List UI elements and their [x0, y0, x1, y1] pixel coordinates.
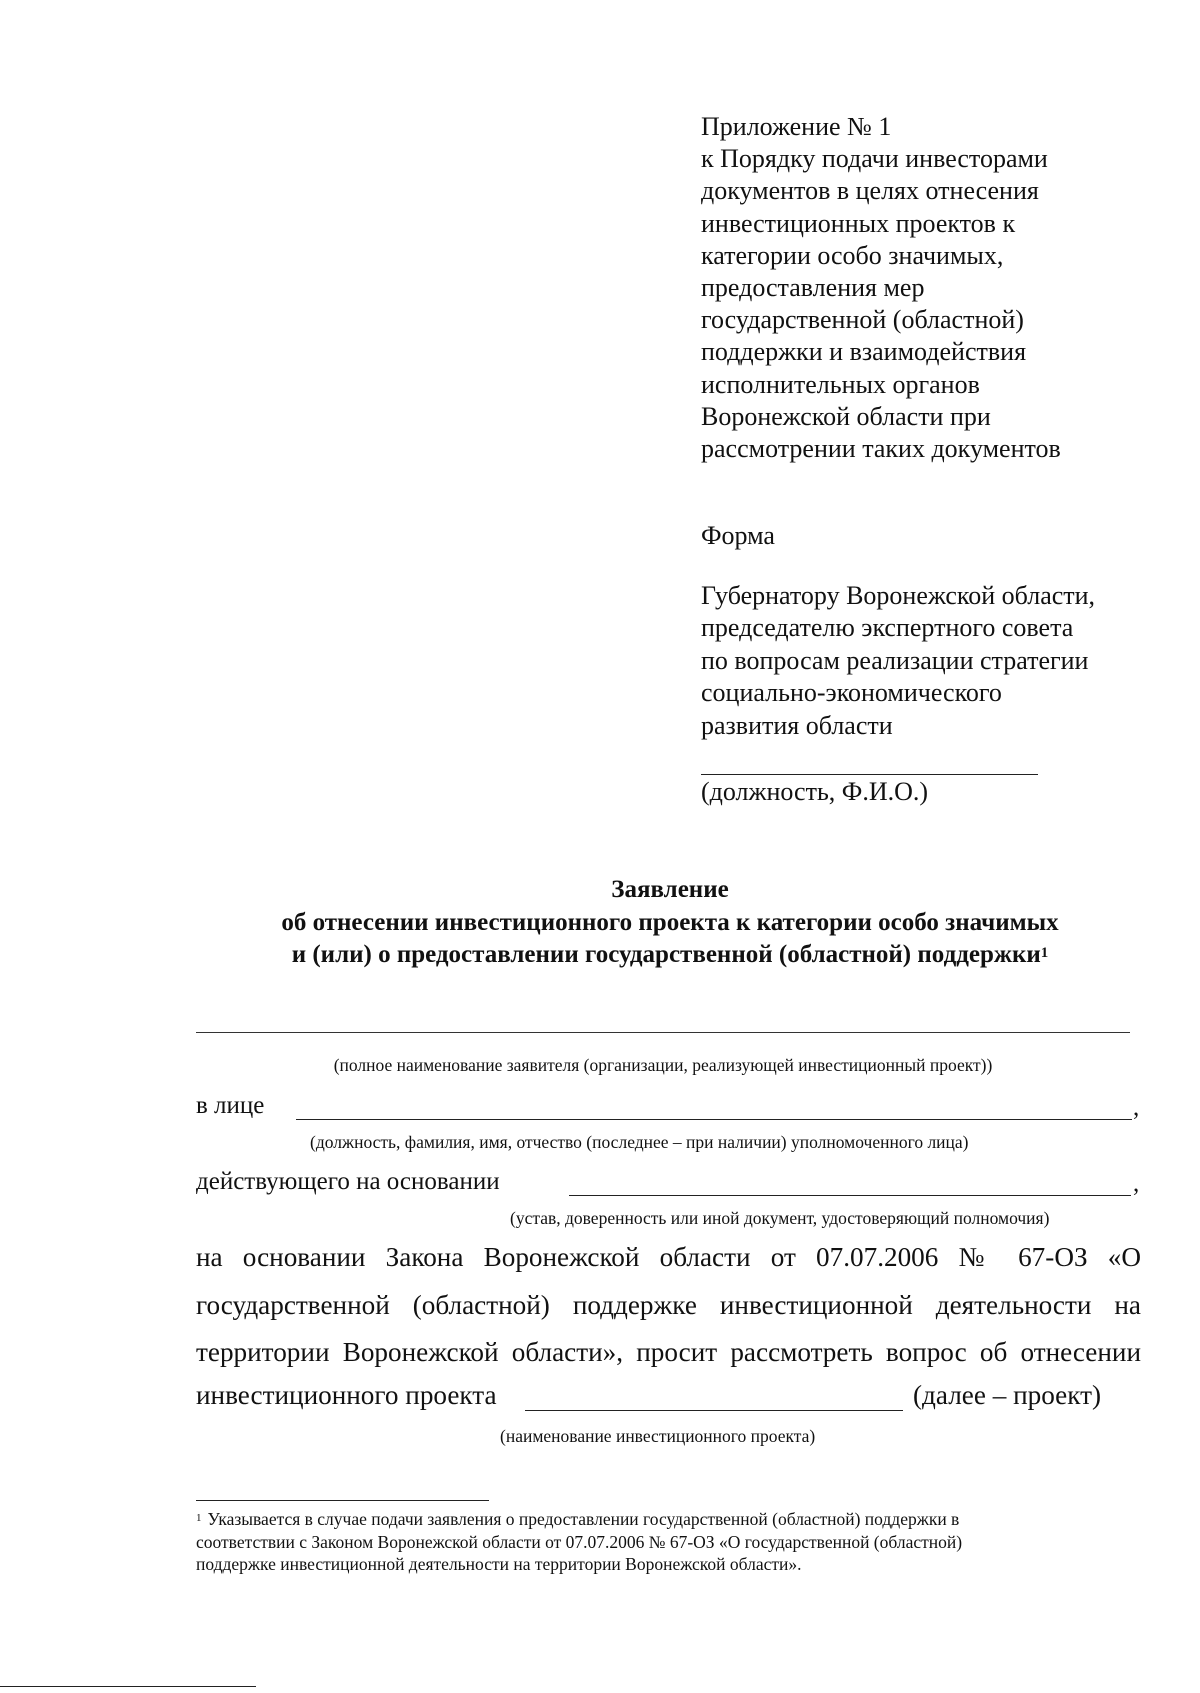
- footnote-line: поддержке инвестиционной деятельности на территории Воронежской области».: [196, 1554, 802, 1574]
- represented-by-caption: (должность, фамилия, имя, отчество (последнее – при наличии) уполномоченного лица): [310, 1132, 969, 1152]
- appendix-line: предоставления мер: [701, 273, 925, 303]
- appendix-line: категории особо значимых,: [701, 240, 1004, 270]
- document-title: [200, 874, 1140, 972]
- footnote-line: [196, 1508, 1126, 1531]
- appendix-reference: [701, 111, 1171, 465]
- addressee-line: социально-экономического: [701, 678, 1002, 708]
- title-heading: Заявление: [611, 876, 729, 903]
- appendix-line: Приложение № 1: [701, 112, 892, 141]
- basis-label: действующего на основании: [196, 1168, 500, 1195]
- organization-caption: (полное наименование заявителя (организации, реализующей инвестиционный проект)): [333, 1055, 993, 1075]
- appendix-line: инвестиционных проектов к: [701, 208, 1016, 238]
- organization-name-field[interactable]: [196, 1032, 1130, 1033]
- body-line: на основании Закона Воронежской области от 07.07.2006 № 67-ОЗ «О: [196, 1242, 1141, 1272]
- body-line: территории Воронежской области», просит рассмотреть вопрос об отнесении: [196, 1337, 1141, 1367]
- addressee-line: по вопросам реализации стратегии: [701, 645, 1089, 675]
- footnote-line: соответствии с Законом Воронежской области от 07.07.2006 № 67-ОЗ «О государственной (областной): [196, 1531, 963, 1552]
- comma: ,: [1133, 1094, 1140, 1121]
- appendix-line: к Порядку подачи инвесторами: [701, 144, 1048, 174]
- footnote-reference: 1: [1040, 945, 1049, 961]
- project-suffix: (далее – проект): [913, 1380, 1102, 1410]
- addressee-line: Губернатору Воронежской области,: [701, 581, 1096, 610]
- comma: ,: [1133, 1170, 1140, 1197]
- appendix-line: Воронежской области при: [701, 401, 991, 431]
- footnote-mark: 1: [196, 1512, 202, 1524]
- footnote-separator: [196, 1500, 489, 1501]
- represented-by-field[interactable]: [296, 1119, 1132, 1120]
- represented-by-label: в лице: [196, 1092, 265, 1119]
- signature-fill-line[interactable]: [701, 774, 1038, 775]
- form-label: Форма: [701, 521, 775, 550]
- addressee-line: развития области: [701, 710, 893, 740]
- addressee-line: председателю экспертного совета: [701, 613, 1074, 643]
- basis-field[interactable]: [569, 1195, 1131, 1196]
- footnote-line-text: Указывается в случае подачи заявления о предоставлении государственной (областной) поддержки в: [207, 1509, 960, 1529]
- body-line: государственной (областной) поддержке инвестиционной деятельности на: [196, 1289, 1141, 1320]
- appendix-line: документов в целях отнесения: [701, 176, 1039, 206]
- page-bottom-rule: [0, 1686, 256, 1687]
- title-subheading-text: и (или) о предоставлении государственной (областной) поддержки: [291, 941, 1041, 968]
- project-caption: (наименование инвестиционного проекта): [500, 1426, 816, 1446]
- addressee: [701, 580, 1171, 742]
- appendix-line: государственной (областной): [701, 305, 1024, 335]
- appendix-line: поддержки и взаимодействия: [701, 337, 1027, 367]
- signature-caption: (должность, Ф.И.О.): [701, 777, 929, 806]
- body-paragraph: [196, 1234, 1141, 1377]
- project-label: инвестиционного проекта: [196, 1380, 497, 1410]
- footnote: [196, 1508, 1126, 1576]
- title-subheading: об отнесении инвестиционного проекта к категории особо значимых: [281, 908, 1059, 936]
- title-subheading-2: [200, 939, 1140, 972]
- basis-caption: (устав, доверенность или иной документ, удостоверяющий полномочия): [510, 1208, 1050, 1228]
- project-name-field[interactable]: [525, 1410, 903, 1411]
- appendix-line: рассмотрении таких документов: [701, 434, 1061, 464]
- appendix-line: исполнительных органов: [701, 369, 980, 399]
